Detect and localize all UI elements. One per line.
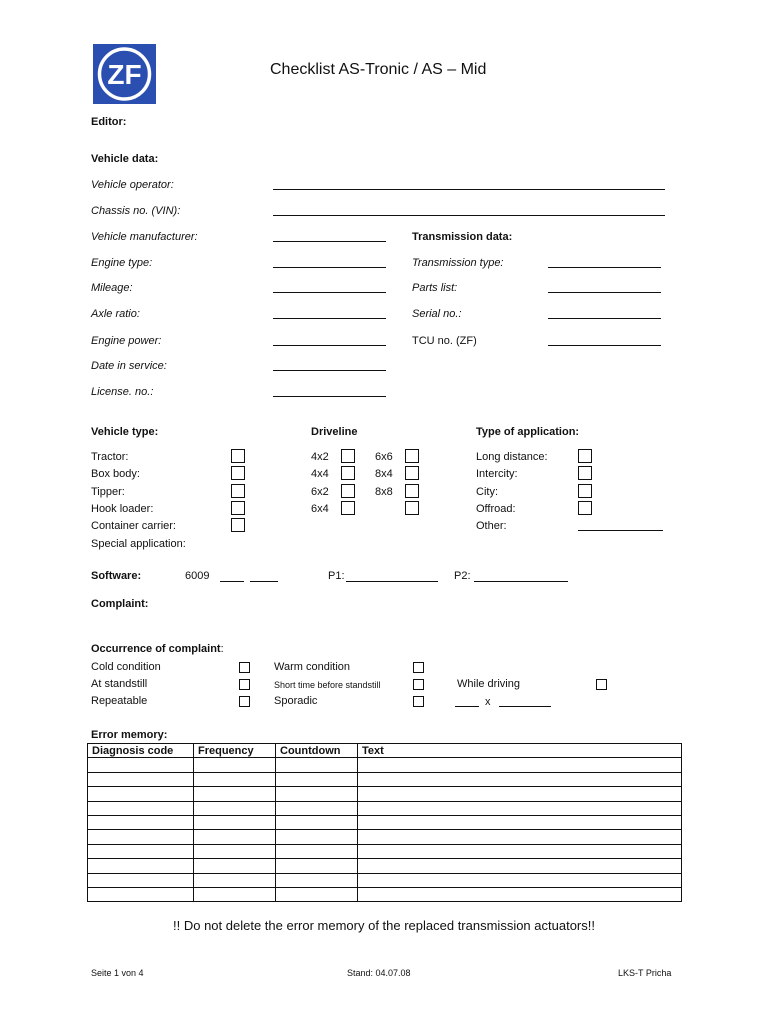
complaint-label: Complaint: <box>91 598 149 610</box>
table-cell[interactable] <box>276 844 358 858</box>
transmission-type-field[interactable] <box>548 267 661 268</box>
application-city-label: City: <box>476 486 498 498</box>
zf-logo <box>93 44 156 104</box>
footer-date: Stand: 04.07.08 <box>347 968 411 978</box>
table-cell[interactable] <box>276 873 358 887</box>
table-row[interactable] <box>88 801 682 815</box>
footer-page: Seite 1 von 4 <box>91 968 144 978</box>
date-in-service-field[interactable] <box>273 370 386 371</box>
zf-logo-icon <box>93 44 156 104</box>
chassis-label: Chassis no. (VIN): <box>91 205 181 217</box>
software-label: Software: <box>91 570 142 582</box>
occurrence-standstill-label: At standstill <box>91 678 148 690</box>
page-title: Checklist AS-Tronic / AS – Mid <box>270 61 487 78</box>
table-cell[interactable] <box>194 772 276 786</box>
transmission-type-label: Transmission type: <box>412 257 504 269</box>
license-no-label: License. no.: <box>91 386 154 398</box>
table-cell[interactable] <box>194 873 276 887</box>
occurrence-short-time-checkbox[interactable] <box>413 679 424 690</box>
table-cell[interactable] <box>194 830 276 844</box>
vehicle-type-hook-loader-label: Hook loader: <box>91 503 154 515</box>
table-cell[interactable] <box>276 758 358 772</box>
vehicle-data-heading: Vehicle data: <box>91 153 159 165</box>
tcu-no-field[interactable] <box>548 345 661 346</box>
driveline-extra-checkbox[interactable] <box>405 501 419 515</box>
application-other-label: Other: <box>476 520 507 532</box>
table-cell[interactable] <box>276 859 358 873</box>
vehicle-type-container-label: Container carrier: <box>91 520 176 532</box>
table-cell[interactable] <box>194 844 276 858</box>
parts-list-label: Parts list: <box>412 282 458 294</box>
p1-label: P1: <box>328 570 345 582</box>
driveline-4x2-checkbox[interactable] <box>341 449 355 463</box>
table-row[interactable] <box>88 815 682 829</box>
occurrence-cold-checkbox[interactable] <box>239 662 250 673</box>
table-cell[interactable] <box>276 772 358 786</box>
sporadic-interval-field[interactable] <box>499 706 551 707</box>
driveline-8x4-label: 8x4 <box>375 468 393 480</box>
table-cell[interactable] <box>358 887 682 901</box>
p2-label: P2: <box>454 570 471 582</box>
software-value: 6009 <box>185 570 210 582</box>
vehicle-type-heading: Vehicle type: <box>91 426 159 438</box>
application-intercity-label: Intercity: <box>476 468 518 480</box>
table-cell[interactable] <box>276 815 358 829</box>
occurrence-repeatable-label: Repeatable <box>91 695 148 707</box>
p1-field[interactable] <box>346 581 438 582</box>
application-offroad-label: Offroad: <box>476 503 516 515</box>
serial-no-label: Serial no.: <box>412 308 462 320</box>
table-cell[interactable] <box>88 758 194 772</box>
table-row[interactable] <box>88 758 682 772</box>
sporadic-count-field[interactable] <box>455 706 479 707</box>
table-row[interactable] <box>88 787 682 801</box>
p2-field[interactable] <box>474 581 568 582</box>
vehicle-operator-label: Vehicle operator: <box>91 179 174 191</box>
vehicle-type-tractor-label: Tractor: <box>91 451 129 463</box>
table-cell[interactable] <box>88 772 194 786</box>
table-cell[interactable] <box>358 801 682 815</box>
serial-no-field[interactable] <box>548 318 661 319</box>
driveline-6x6-label: 6x6 <box>375 451 393 463</box>
parts-list-field[interactable] <box>548 292 661 293</box>
driveline-8x4-checkbox[interactable] <box>405 466 419 480</box>
application-long-distance-label: Long distance: <box>476 451 548 463</box>
manufacturer-field[interactable] <box>273 241 386 242</box>
occurrence-heading-colon: : <box>220 643 224 655</box>
driveline-8x8-label: 8x8 <box>375 486 393 498</box>
table-cell[interactable] <box>358 830 682 844</box>
date-in-service-label: Date in service: <box>91 360 167 372</box>
vehicle-type-tipper-checkbox[interactable] <box>231 484 245 498</box>
table-cell[interactable] <box>358 815 682 829</box>
error-memory-heading: Error memory: <box>91 729 168 741</box>
table-cell[interactable] <box>88 873 194 887</box>
table-cell[interactable] <box>276 887 358 901</box>
table-cell[interactable] <box>194 787 276 801</box>
table-cell[interactable] <box>276 801 358 815</box>
error-memory-header-row <box>88 744 682 758</box>
vehicle-operator-field[interactable] <box>273 189 665 190</box>
software-field-1[interactable] <box>220 581 244 582</box>
occurrence-sporadic-label: Sporadic <box>274 695 318 707</box>
occurrence-while-driving-checkbox[interactable] <box>596 679 607 690</box>
editor-label: Editor: <box>91 116 127 128</box>
table-cell[interactable] <box>358 787 682 801</box>
occurrence-short-time-label: Short time before standstill <box>274 680 381 690</box>
software-field-2[interactable] <box>250 581 278 582</box>
table-cell[interactable] <box>88 844 194 858</box>
table-cell[interactable] <box>194 801 276 815</box>
vehicle-type-hook-loader-checkbox[interactable] <box>231 501 245 515</box>
warning-notice: !! Do not delete the error memory of the replaced transmission actuators!! <box>173 918 595 933</box>
application-heading: Type of application: <box>476 426 580 438</box>
engine-power-field[interactable] <box>273 345 386 346</box>
table-cell[interactable] <box>194 859 276 873</box>
table-row[interactable] <box>88 873 682 887</box>
driveline-heading: Driveline <box>311 426 358 438</box>
transmission-data-heading: Transmission data: <box>412 231 513 243</box>
table-cell[interactable] <box>358 844 682 858</box>
engine-type-label: Engine type: <box>91 257 153 269</box>
table-cell[interactable] <box>194 887 276 901</box>
driveline-6x6-checkbox[interactable] <box>405 449 419 463</box>
driveline-8x8-checkbox[interactable] <box>405 484 419 498</box>
table-cell[interactable] <box>276 830 358 844</box>
table-row[interactable] <box>88 844 682 858</box>
vehicle-type-box-body-label: Box body: <box>91 468 140 480</box>
axle-ratio-label: Axle ratio: <box>91 308 140 320</box>
svg-text:ZF: ZF <box>107 59 142 90</box>
table-cell[interactable] <box>194 758 276 772</box>
mileage-field[interactable] <box>273 292 386 293</box>
table-cell[interactable] <box>88 887 194 901</box>
application-city-checkbox[interactable] <box>578 484 592 498</box>
times-separator: x <box>485 696 491 708</box>
engine-type-field[interactable] <box>273 267 386 268</box>
engine-power-label: Engine power: <box>91 335 162 347</box>
table-row[interactable] <box>88 887 682 901</box>
chassis-field[interactable] <box>273 215 665 216</box>
vehicle-type-box-body-checkbox[interactable] <box>231 466 245 480</box>
license-no-field[interactable] <box>273 396 386 397</box>
table-cell[interactable] <box>88 830 194 844</box>
error-memory-table <box>87 743 682 902</box>
vehicle-type-tipper-label: Tipper: <box>91 486 125 498</box>
table-cell[interactable] <box>358 772 682 786</box>
driveline-4x2-label: 4x2 <box>311 451 329 463</box>
occurrence-cold-label: Cold condition <box>91 661 161 673</box>
table-cell[interactable] <box>358 873 682 887</box>
application-long-distance-checkbox[interactable] <box>578 449 592 463</box>
col-diagnosis-code: Diagnosis code <box>88 744 194 758</box>
table-row[interactable] <box>88 859 682 873</box>
table-cell[interactable] <box>358 859 682 873</box>
footer-author: LKS-T Pricha <box>618 968 672 978</box>
driveline-6x2-checkbox[interactable] <box>341 484 355 498</box>
table-cell[interactable] <box>88 801 194 815</box>
col-countdown: Countdown <box>276 744 358 758</box>
application-intercity-checkbox[interactable] <box>578 466 592 480</box>
application-offroad-checkbox[interactable] <box>578 501 592 515</box>
driveline-6x4-label: 6x4 <box>311 503 329 515</box>
occurrence-while-driving-label: While driving <box>457 678 520 690</box>
vehicle-type-special-label: Special application: <box>91 538 186 550</box>
table-cell[interactable] <box>88 859 194 873</box>
driveline-4x4-checkbox[interactable] <box>341 466 355 480</box>
occurrence-sporadic-checkbox[interactable] <box>413 696 424 707</box>
mileage-label: Mileage: <box>91 282 133 294</box>
table-cell[interactable] <box>358 758 682 772</box>
col-frequency: Frequency <box>194 744 276 758</box>
occurrence-warm-checkbox[interactable] <box>413 662 424 673</box>
application-other-field[interactable] <box>578 530 663 531</box>
col-text: Text <box>358 744 682 758</box>
table-row[interactable] <box>88 830 682 844</box>
tcu-no-label: TCU no. (ZF) <box>412 335 477 347</box>
occurrence-heading-text: Occurrence of complaint <box>91 643 221 655</box>
driveline-6x2-label: 6x2 <box>311 486 329 498</box>
vehicle-type-container-checkbox[interactable] <box>231 518 245 532</box>
occurrence-standstill-checkbox[interactable] <box>239 679 250 690</box>
table-cell[interactable] <box>194 815 276 829</box>
table-cell[interactable] <box>88 787 194 801</box>
occurrence-repeatable-checkbox[interactable] <box>239 696 250 707</box>
table-cell[interactable] <box>88 815 194 829</box>
axle-ratio-field[interactable] <box>273 318 386 319</box>
occurrence-warm-label: Warm condition <box>274 661 351 673</box>
driveline-4x4-label: 4x4 <box>311 468 329 480</box>
occurrence-heading <box>91 643 224 655</box>
driveline-6x4-checkbox[interactable] <box>341 501 355 515</box>
manufacturer-label: Vehicle manufacturer: <box>91 231 198 243</box>
table-row[interactable] <box>88 772 682 786</box>
table-cell[interactable] <box>276 787 358 801</box>
vehicle-type-tractor-checkbox[interactable] <box>231 449 245 463</box>
